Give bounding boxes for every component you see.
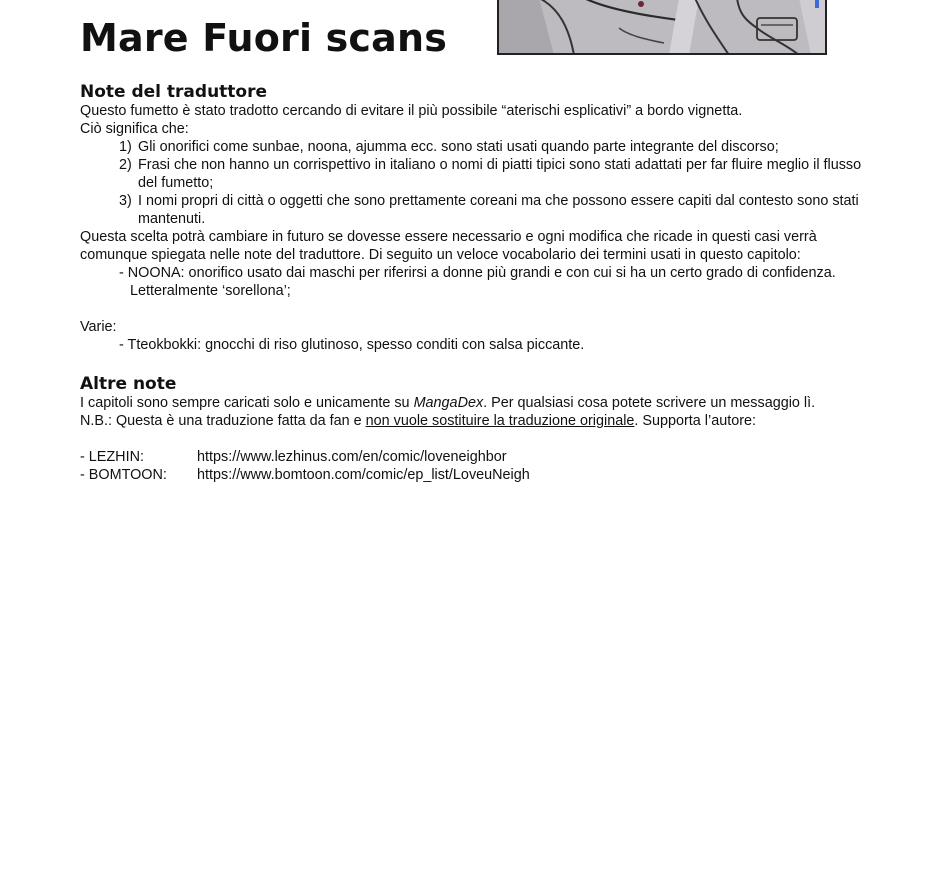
misc-item-tteokbokki: - Tteokbokki: gnocchi di riso glutinoso, spesso conditi con salsa piccante. <box>119 337 585 353</box>
translator-notes-section <box>80 82 870 354</box>
intro-line-1: Questo fumetto è stato tradotto cercando di evitare il più possibile “aterischi esplicativi” a bordo vignetta. <box>80 103 743 119</box>
upload-info-text: I capitoli sono sempre caricati solo e unicamente su <box>80 395 414 411</box>
official-link-bomtoon <box>80 466 870 484</box>
vocab-term: - NOONA: <box>119 265 185 281</box>
disclaimer-text: N.B.: Questa è una traduzione fatta da fan e <box>80 413 366 429</box>
vocab-definition: onorifico usato dai maschi per riferirsi a donne più grandi e con cui si ha un certo grado di confidenza. Letteralmente ‘sorellona’; <box>130 265 836 299</box>
disclaimer-text-end: . Supporta l’autore: <box>634 413 757 429</box>
upload-info-paragraph <box>80 394 870 412</box>
link-source-name: - LEZHIN: <box>80 449 144 465</box>
document-body <box>80 82 870 484</box>
page-title: Mare Fuori scans <box>80 16 448 60</box>
list-item-number: 1) <box>119 139 132 155</box>
link-source-name: - BOMTOON: <box>80 467 167 483</box>
list-item-text: Gli onorifici come sunbae, noona, ajumma ecc. sono stati usati quando parte integrante del discorso; <box>138 139 779 155</box>
link-url[interactable]: https://www.lezhinus.com/en/comic/loveneighbor <box>197 449 507 465</box>
translator-notes-heading: Note del traduttore <box>80 82 268 102</box>
list-item <box>80 192 870 228</box>
comic-panel-illustration <box>499 0 827 55</box>
list-item-number: 3) <box>119 193 132 209</box>
link-url[interactable]: https://www.bomtoon.com/comic/ep_list/LoveuNeigh <box>197 467 530 483</box>
list-item-number: 2) <box>119 157 132 173</box>
vocabulary-intro-paragraph: Questa scelta potrà cambiare in futuro se dovesse essere necessario e ogni modifica che ricade in questi casi verrà comunque spiegata nelle note del traduttore. Di seguito un veloce vocabolario dei termini usati in questo capitolo: <box>80 229 817 263</box>
misc-label: Varie: <box>80 319 117 335</box>
disclaimer-underlined: non vuole sostituire la traduzione originale <box>365 413 635 429</box>
translation-rules-list <box>80 138 870 228</box>
upload-info-text-end: . Per qualsiasi cosa potete scrivere un messaggio lì. <box>483 395 816 411</box>
vocab-entry-noona <box>80 264 870 300</box>
disclaimer-paragraph <box>80 412 870 430</box>
other-notes-section <box>80 374 870 484</box>
comic-panel-image <box>497 0 827 55</box>
official-link-lezhin <box>80 448 870 466</box>
list-item <box>80 156 870 192</box>
other-notes-heading: Altre note <box>80 374 177 394</box>
list-item-text: Frasi che non hanno un corrispettivo in italiano o nomi di piatti tipici sono stati adattati per far fluire meglio il flusso del fumetto; <box>138 157 862 191</box>
mangadex-site-name: MangaDex <box>413 395 484 411</box>
list-item <box>80 138 870 156</box>
list-item-text: I nomi propri di città o oggetti che sono prettamente coreani ma che possono essere capiti dal contesto sono stati mantenuti. <box>138 193 859 227</box>
intro-line-2: Ciò significa che: <box>80 121 189 137</box>
